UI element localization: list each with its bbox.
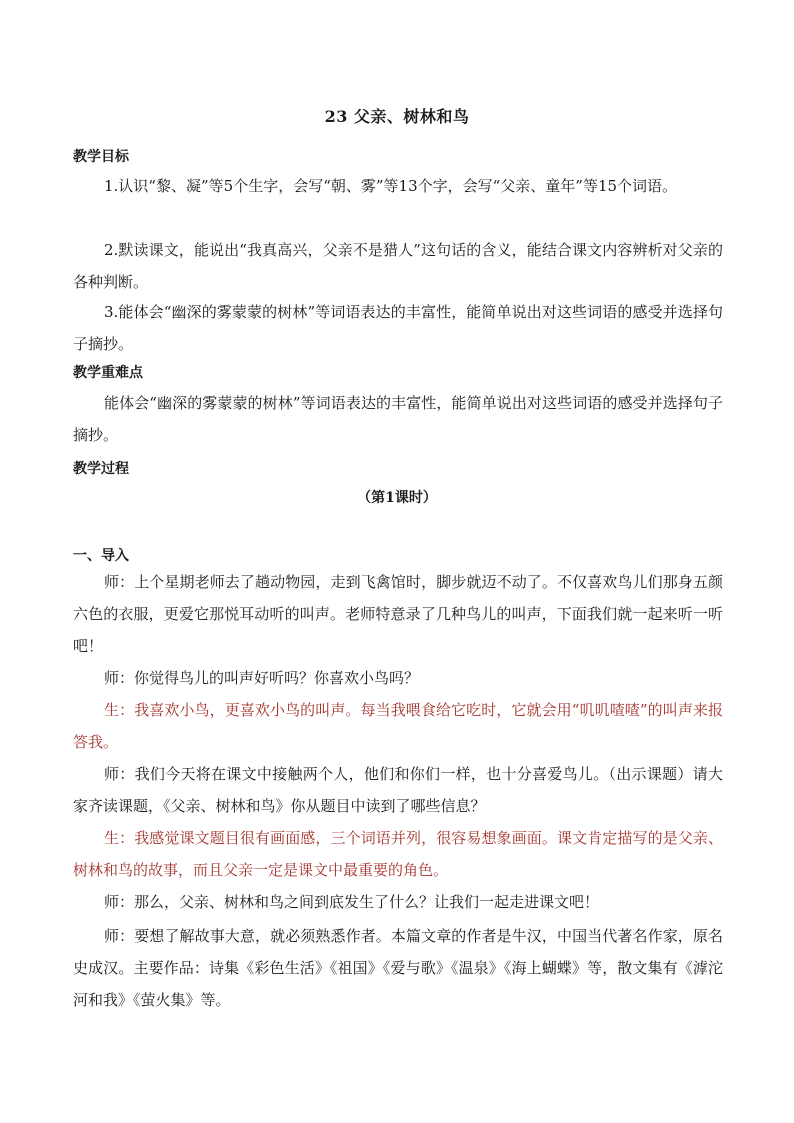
goal-3: 3.能体会“幽深的雾蒙蒙的树林”等词语表达的丰富性，能简单说出对这些词语的感受并选择句子摘抄。	[73, 303, 723, 353]
heading-key-points: 教学重难点	[73, 365, 143, 381]
page-title: 23 父亲、树林和鸟	[324, 107, 470, 126]
key-points: 能体会“幽深的雾蒙蒙的树林”等词语表达的丰富性，能简单说出对这些词语的感受并选择句子摘抄。	[73, 394, 723, 444]
paragraph-1: 师：上个星期老师去了趟动物园，走到飞禽馆时，脚步就迈不动了。不仅喜欢鸟儿们那身五颜六色的衣服，更爱它那悦耳动听的叫声。老师特意录了几种鸟儿的叫声，下面我们就一起来听一听吧！	[73, 573, 723, 655]
paragraph-4: 师：我们今天将在课文中接触两个人，他们和你们一样，也十分喜爱鸟儿。（出示课题）请大家齐读课题，《父亲、树林和鸟》你从题目中读到了哪些信息？	[73, 765, 723, 815]
paragraph-6: 师：那么，父亲、树林和鸟之间到底发生了什么？让我们一起走进课文吧！	[104, 893, 600, 911]
heading-process: 教学过程	[73, 461, 129, 477]
paragraph-5-student: 生：我感觉课文题目很有画面感，三个词语并列，很容易想象画面。课文肯定描写的是父亲、树林和鸟的故事，而且父亲一定是课文中最重要的角色。	[73, 829, 723, 879]
section-intro: 一、导入	[73, 548, 129, 564]
heading-goals: 教学目标	[73, 149, 129, 165]
goal-1: 1.认识“黎、凝”等5个生字，会写“朝、雾”等13个字，会写“父亲、童年”等15个词语。	[104, 177, 678, 195]
paragraph-7: 师：要想了解故事大意，就必须熟悉作者。本篇文章的作者是牛汉，中国当代著名作家，原名史成汉。主要作品：诗集《彩色生活》《祖国》《爱与歌》《温泉》《海上蝴蝶》等，散文集有《滹沱河和我》《萤火集》等。	[73, 927, 723, 1009]
paragraph-2: 师：你觉得鸟儿的叫声好听吗？你喜欢小鸟吗？	[104, 669, 420, 687]
goal-2: 2.默读课文，能说出“我真高兴，父亲不是猎人”这句话的含义，能结合课文内容辨析对父亲的各种判断。	[73, 241, 723, 291]
lesson-label: （第1课时）	[357, 490, 437, 506]
paragraph-3-student: 生：我喜欢小鸟，更喜欢小鸟的叫声。每当我喂食给它吃时，它就会用“叽叽喳喳”的叫声来报答我。	[73, 701, 723, 751]
